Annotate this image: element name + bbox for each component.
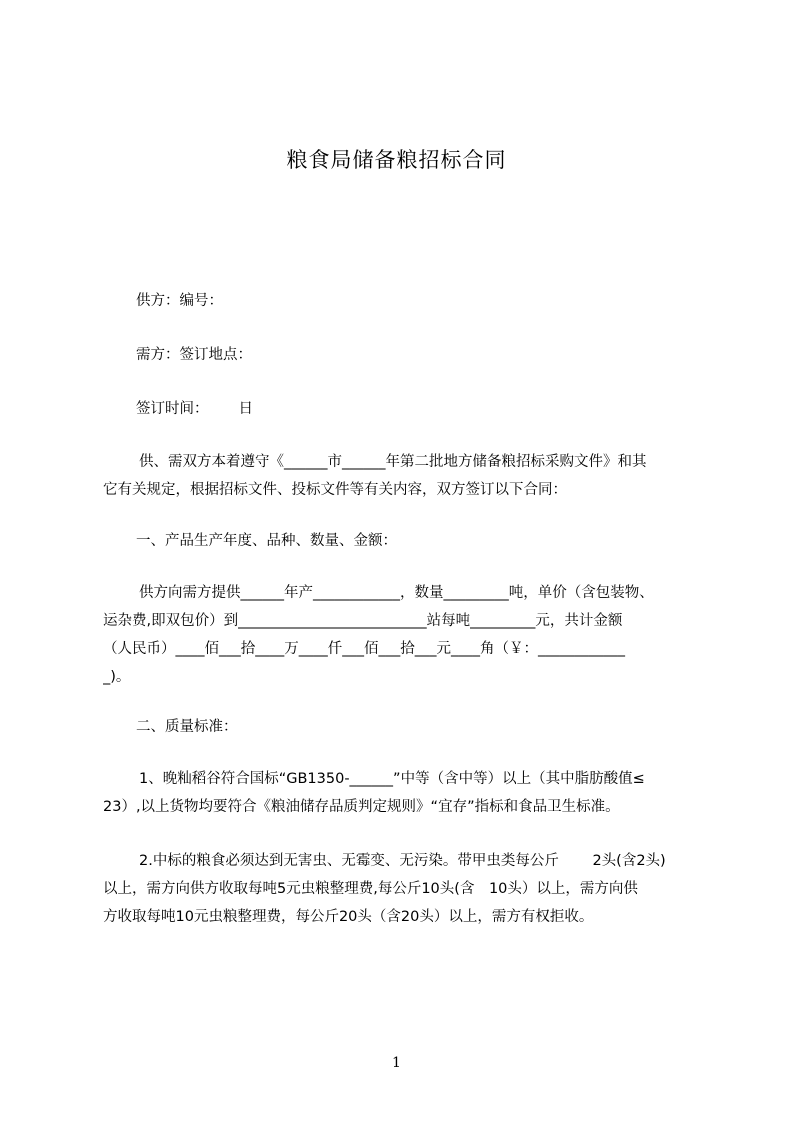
sign-time-label: 签订时间：: [136, 401, 209, 417]
section-1-line-1: 供方向需方提供______年产____________，数量_________吨，单价（含包装物、: [139, 585, 654, 601]
section-1-line-4: _)。: [103, 669, 131, 685]
quality-item-2-line-1: 2.中标的粮食必须达到无害虫、无霉变、无污染。带甲虫类每公斤 2头(含2头): [139, 853, 666, 869]
sign-time-day: 日: [238, 401, 253, 417]
supplier-field: 供方：编号：: [136, 293, 223, 309]
quality-item-1-line-1: 1、晚籼稻谷符合国标“GB1350-______”中等（含中等）以上（其中脂肪酸值≤: [139, 771, 645, 787]
quality-item-2-line-3: 方收取每吨10元虫粮整理费，每公斤20头（含20头）以上，需方有权拒收。: [103, 909, 594, 925]
intro-line-1: 供、需双方本着遵守《______市______年第二批地方储备粮招标采购文件》和其: [139, 454, 647, 470]
intro-paragraph: [103, 448, 703, 504]
section-1-paragraph: [103, 579, 703, 691]
quality-item-2: [103, 847, 703, 931]
buyer-field: 需方：签订地点：: [136, 347, 252, 363]
quality-item-2-line-2: 以上，需方向供方收取每吨5元虫粮整理费,每公斤10头(含 10头）以上，需方向供: [103, 881, 638, 897]
page-title: 粮食局储备粮招标合同: [286, 148, 507, 172]
section-1-line-2: 运杂费,即双包价）到__________________________站每吨_________元，共计金额: [103, 613, 623, 629]
sign-time-field: [103, 398, 736, 420]
section-1-line-3: （人民币）____佰___拾____万____仟___佰___拾___元____角（￥：____________: [103, 641, 625, 657]
page-number: 1: [392, 1055, 401, 1071]
intro-line-2: 它有关规定，根据招标文件、投标文件等有关内容，双方签订以下合同：: [103, 482, 567, 498]
quality-item-1-line-2: 23）,以上货物均要符合《粮油储存品质判定规则》“宜存”指标和食品卫生标准。: [103, 799, 620, 815]
quality-item-1: [103, 765, 703, 821]
section-1-heading: 一、产品生产年度、品种、数量、金额：: [136, 533, 397, 549]
section-2-heading: 二、质量标准：: [136, 719, 238, 735]
